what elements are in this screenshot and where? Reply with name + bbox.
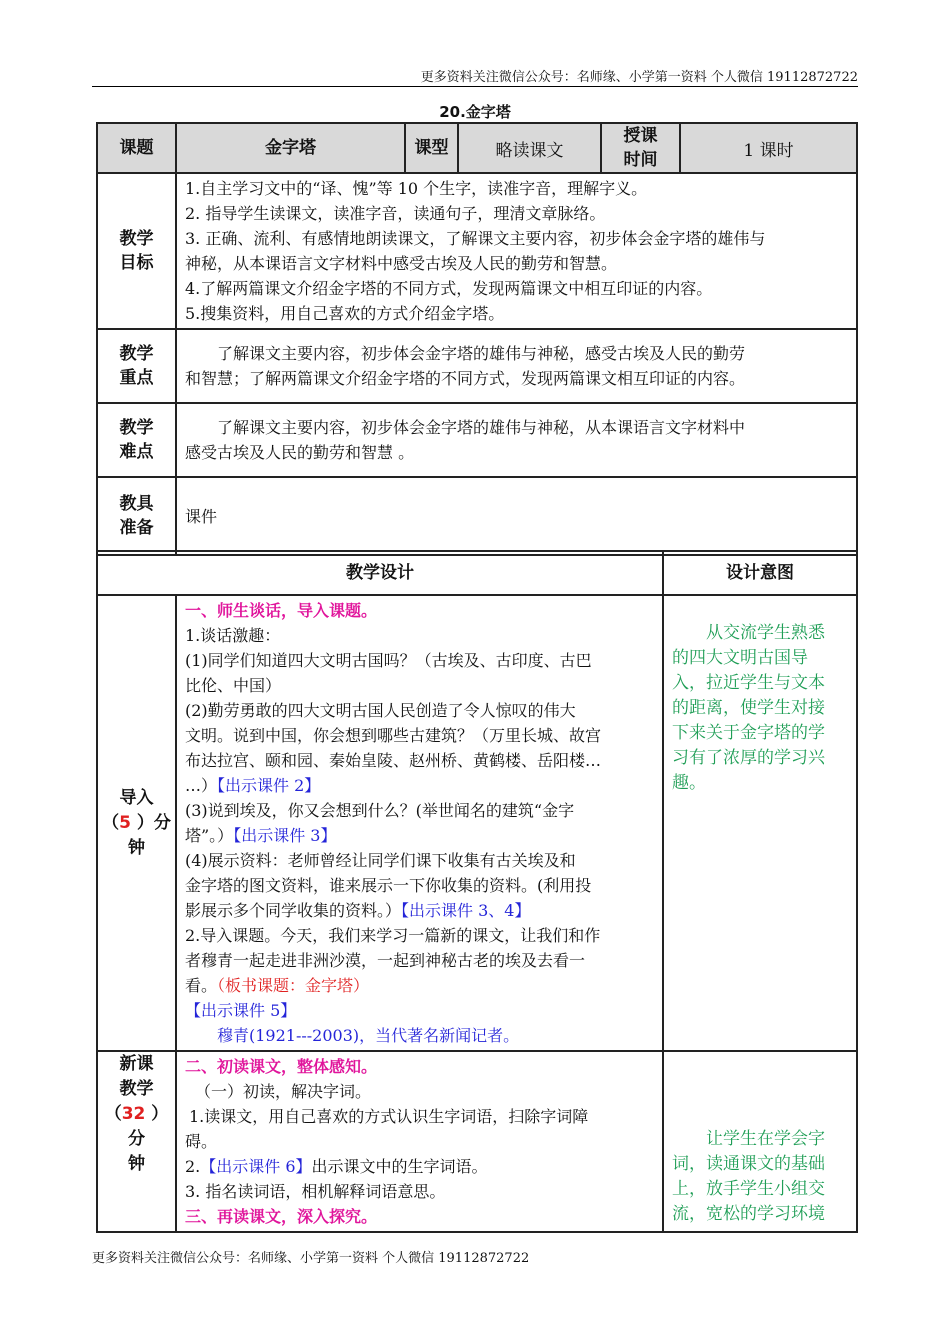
courseware-ref: 【出示课件 2】 (217, 776, 321, 795)
courseware-ref: 【出示课件 3、4】 (401, 901, 531, 920)
goal-line: 5.搜集资料，用自己喜欢的方式介绍金字塔。 (185, 304, 505, 323)
topic-label: 课题 (97, 123, 176, 173)
type-label: 课型 (405, 123, 458, 173)
design-header: 教学设计 (97, 551, 663, 595)
goals-content (176, 173, 857, 329)
goal-line: 2. 指导学生读课文，读准字音，读通句子，理清文章脉络。 (185, 204, 606, 223)
footer-note: 更多资料关注微信公众号：名师缘、小学第一资料 个人微信 19112872722 (92, 1251, 530, 1266)
new-lesson-label: 新课 教学 （32 ）分 钟 (97, 1051, 176, 1232)
author-note: 穆青(1921---2003)，当代著名新闻记者。 (217, 1026, 520, 1045)
teaching-design-table (96, 550, 858, 1233)
intro-minutes: 5 (119, 812, 131, 833)
goal-line: 1.自主学习文中的“译、愧”等 10 个生字，读准字音，理解字义。 (185, 179, 648, 198)
intro-row (97, 595, 857, 1051)
topic-value: 金字塔 (176, 123, 405, 173)
materials-label: 教具 准备 (97, 477, 176, 555)
intro-content: 一、师生谈话，导入课题。 1.谈话激趣： (1)同学们知道四大文明古国吗？（古埃及、古印度、古巴 比伦、中国） (2)勤劳勇敢的四大文明古国人民创造了令人惊叹的伟大 文明。说到中国，你会想到哪些古建筑？（万里长城、故宫 布达拉宫、颐和园、秦始皇陵、赵州桥、黄鹤楼、岳阳楼… …）【出示课件 2】 (3)说到埃及，你又会想到什么？(举世闻名的建筑“金字 塔”。）【出示课件 3】 (4)展示资料：老师曾经让同学们课下收集有古关埃及和 金字塔的图文资料，谁来展示一下你收集的资料。(利用投 影展示多个同学收集的资料。）【出示课件 3、4】 2.导入课题。今天，我们来学习一篇新的课文，让我们和作 者穆青一起走进非洲沙漠，一起到神秘古老的埃及去看一 看。（板书课题：金字塔） 【出示课件 5】 穆青(1921---2003)，当代著名新闻记者。 (176, 595, 663, 1051)
goals-label: 教学 目标 (97, 173, 176, 329)
new-lesson-intent: 让学生在学会字 词，读通课文的基础 上，放手学生小组交 流，宽松的学习环境 (663, 1051, 857, 1232)
intro-intent: 从交流学生熟悉 的四大文明古国导 入，拉近学生与文本 的距离，使学生对接 下来关于金字塔的学 习有了浓厚的学习兴 趣。 (663, 595, 857, 1051)
courseware-ref: 【出示课件 6】 (200, 1157, 312, 1176)
lesson-info-table (96, 122, 858, 556)
goal-line: 神秘，从本课语言文字材料中感受古埃及人民的勤劳和智慧。 (185, 254, 618, 273)
document-title: 20.金字塔 (439, 103, 511, 121)
courseware-ref: 【出示课件 5】 (185, 1001, 297, 1020)
new-lesson-heading: 二、初读课文，整体感知。 (185, 1057, 378, 1076)
intro-label: 导入 （5 ）分 钟 (97, 595, 176, 1051)
header-divider (92, 86, 858, 87)
new-lesson-minutes: 32 (121, 1104, 146, 1124)
difficulties-content: 了解课文主要内容，初步体会金字塔的雄伟与神秘，从本课语言文字材料中 感受古埃及人民的勤劳和智慧 。 (176, 403, 857, 477)
goal-line: 3. 正确、流利、有感情地朗读课文，了解课文主要内容，初步体会金字塔的雄伟与 (185, 229, 766, 248)
hours-label: 授课 时间 (601, 123, 680, 173)
goal-line: 4.了解两篇课文介绍金字塔的不同方式，发现两篇课文中相互印证的内容。 (185, 279, 713, 298)
new-lesson-row (97, 1051, 857, 1232)
materials-content: 课件 (176, 477, 857, 555)
board-title-note: （板书课题：金字塔） (217, 976, 370, 995)
courseware-ref: 【出示课件 3】 (233, 826, 337, 845)
goals-row (97, 173, 857, 329)
materials-row (97, 477, 857, 555)
difficulties-row (97, 403, 857, 477)
difficulties-label: 教学 难点 (97, 403, 176, 477)
key-points-row (97, 329, 857, 403)
header-note: 更多资料关注微信公众号：名师缘、小学第一资料 个人微信 19112872722 (420, 70, 858, 85)
intent-header: 设计意图 (663, 551, 857, 595)
key-points-label: 教学 重点 (97, 329, 176, 403)
key-points-content: 了解课文主要内容，初步体会金字塔的雄伟与神秘，感受古埃及人民的勤劳 和智慧；了解两篇课文介绍金字塔的不同方式，发现两篇课文相互印证的内容。 (176, 329, 857, 403)
intro-heading: 一、师生谈话，导入课题。 (185, 601, 378, 620)
reread-heading: 三、再读课文，深入探究。 (185, 1207, 378, 1226)
type-value: 略读课文 (458, 123, 601, 173)
new-lesson-content: 二、初读课文，整体感知。 （一）初读，解决字词。 1.读课文，用自己喜欢的方式认识生字词语，扫除字词障 碍。 2.【出示课件 6】出示课文中的生字词语。 3. 指名读词语，相机解释词语意思。 三、再读课文，深入探究。 (176, 1051, 663, 1232)
hours-value: 1 课时 (680, 123, 857, 173)
design-header-row (97, 551, 857, 595)
info-row (97, 123, 857, 173)
